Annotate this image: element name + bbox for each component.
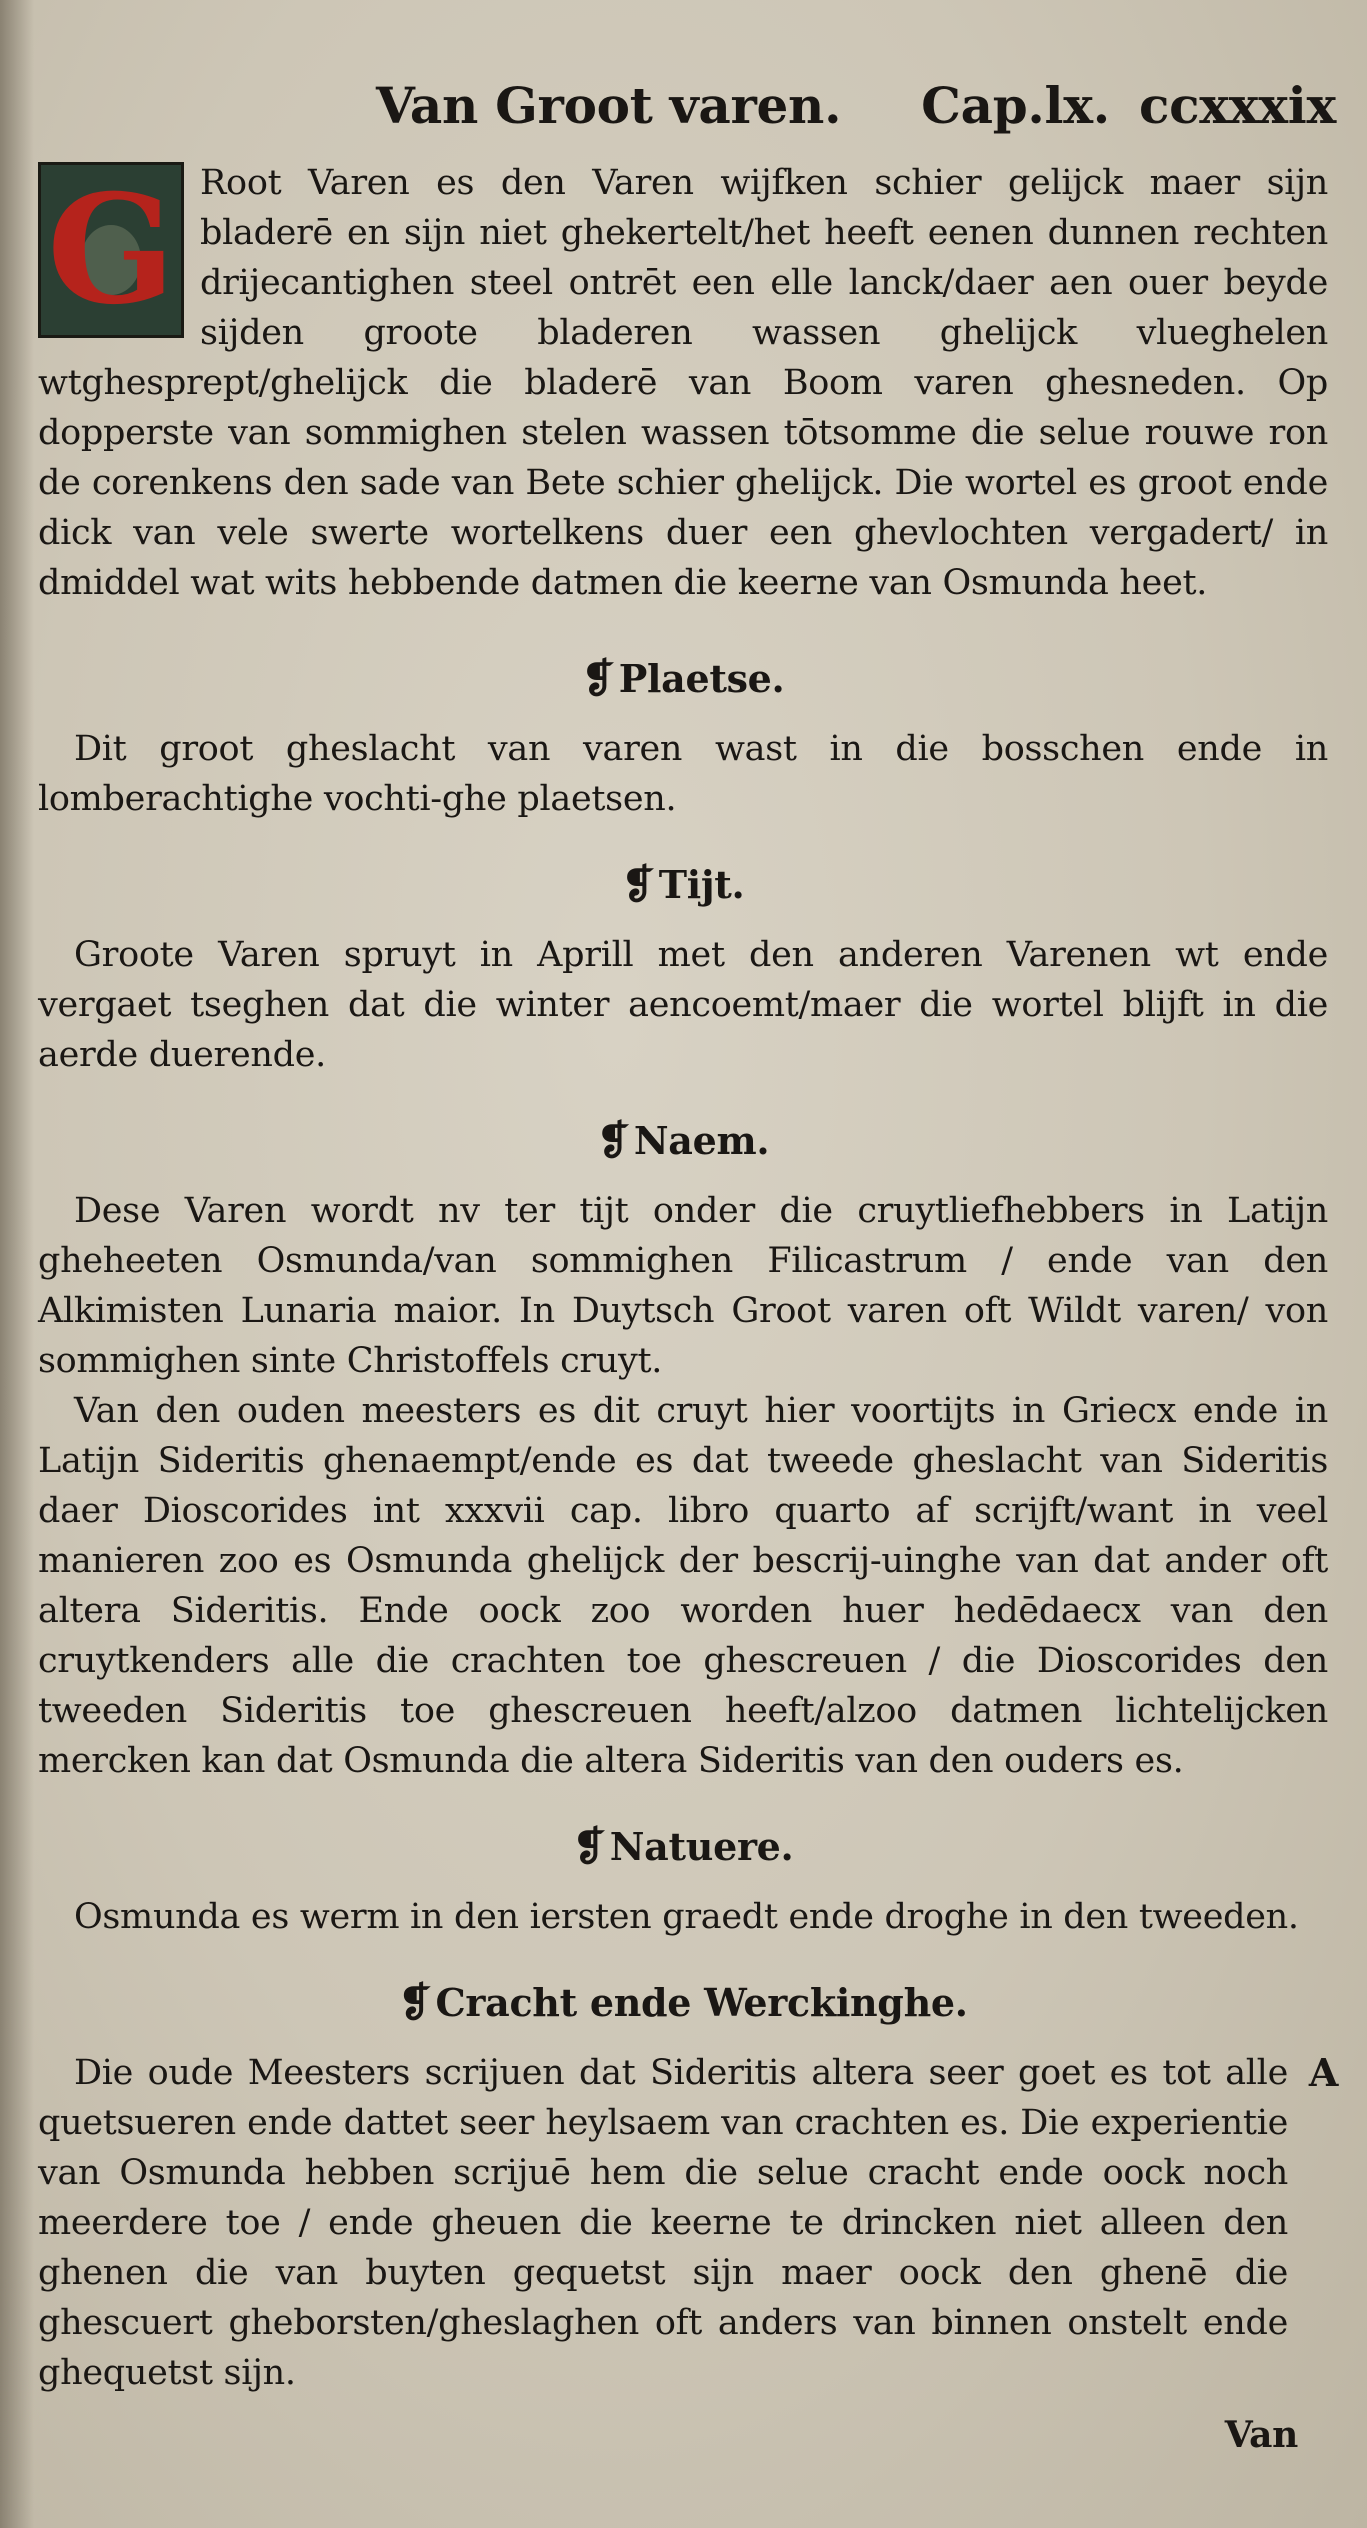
book-page [38, 70, 1338, 2460]
catchword: Van [1224, 2414, 1298, 2456]
margin-letter: A [1308, 2050, 1338, 2095]
pilcrow-mark: ❡ [596, 1117, 630, 1164]
section-paragraph: Die oude Meesters scrijuen dat Sideritis altera seer goet es tot alle quetsueren ende dattet seer heylsaem van crachten es. Die experientie van Osmunda hebben scrijuē hem die selue cracht ende oock noch meerdere toe / ende gheuen die keerne te drincken niet alleen den ghenen die van buyten gequetst sijn maer oock den ghenē die ghescuert gheborsten/gheslaghen oft anders van binnen onstelt ende ghequetst sijn. [38, 2053, 1288, 2393]
section-paragraph: Dese Varen wordt nv ter tijt onder die cruytliefhebbers in Latijn gheheeten Osmunda/van sommighen Filicastrum / ende van den Alkimisten Lunaria maior. In Duytsch Groot varen oft Wildt varen/ von sommighen sinte Christoffels cruyt. [38, 1191, 1328, 1381]
pilcrow-mark: ❡ [581, 655, 615, 702]
decorated-initial [38, 162, 184, 338]
folio-number: ccxxxix [1138, 76, 1336, 135]
section-paragraph: Groote Varen spruyt in Aprill met den anderen Varenen wt ende vergaet tseghen dat die winter aencoemt/maer die wortel blijft in die aerde duerende. [38, 935, 1328, 1075]
pilcrow-mark: ❡ [398, 1979, 432, 2026]
initial-letter: G [47, 162, 175, 338]
chapter-number: Cap.lx. [921, 76, 1110, 135]
page-title: Van Groot varen. [376, 76, 842, 135]
running-header [376, 70, 1336, 142]
section-heading-natuere: ❡ Natuere. [572, 1823, 794, 1870]
section-heading-plaetse: ❡ Plaetse. [581, 655, 785, 702]
pilcrow-mark: ❡ [572, 1823, 606, 1870]
section-paragraph: Van den ouden meesters es dit cruyt hier voortijts in Griecx ende in Latijn Sideritis ghenaempt/ende es dat tweede gheslacht van Sideritis daer Dioscorides int xxxvii cap. libro quarto af scrijft/want in veel manieren zoo es Osmunda ghelijck der bescrij-uinghe van dat ander oft altera Sideritis. Ende oock zoo worden huer hedēdaecx van den cruytkenders alle die crachten toe ghescreuen / die Dioscorides den tweeden Sideritis toe ghescreuen heeft/alzoo datmen lichtelijcken mercken kan dat Osmunda die altera Sideritis van den ouders es. [38, 1391, 1328, 1781]
cracht-block [38, 2048, 1338, 2398]
pilcrow-mark: ❡ [621, 861, 655, 908]
intro-paragraph-block [38, 158, 1328, 618]
page-gutter-shadow [0, 0, 34, 2528]
section-heading-naem: ❡ Naem. [596, 1117, 770, 1164]
section-heading-tijt: ❡ Tijt. [621, 861, 745, 908]
intro-paragraph: Root Varen es den Varen wijfken schier gelijck maer sijn bladerē en sijn niet ghekertelt/het heeft eenen dunnen rechten drijecantighen steel ontrēt een elle lanck/daer aen ouer beyde sijden groote bladeren wassen ghelijck vlueghelen wtghesprept/ghelijck die bladerē van Boom varen ghesneden. Op dopperste van sommighen stelen wassen tōtsomme die selue rouwe ron de corenkens den sade van Bete schier ghelijck. Die wortel es groot ende dick van vele swerte wortelkens duer een ghevlochten vergadert/ in dmiddel wat wits hebbende datmen die keerne van Osmunda heet. [38, 163, 1328, 603]
section-heading-cracht: ❡ Cracht ende Werckinghe. [398, 1979, 968, 2026]
section-paragraph: Dit groot gheslacht van varen wast in die bosschen ende in lomberachtighe vochti-ghe plaetsen. [38, 729, 1328, 819]
section-paragraph: Osmunda es werm in den iersten graedt ende droghe in den tweeden. [74, 1897, 1299, 1937]
